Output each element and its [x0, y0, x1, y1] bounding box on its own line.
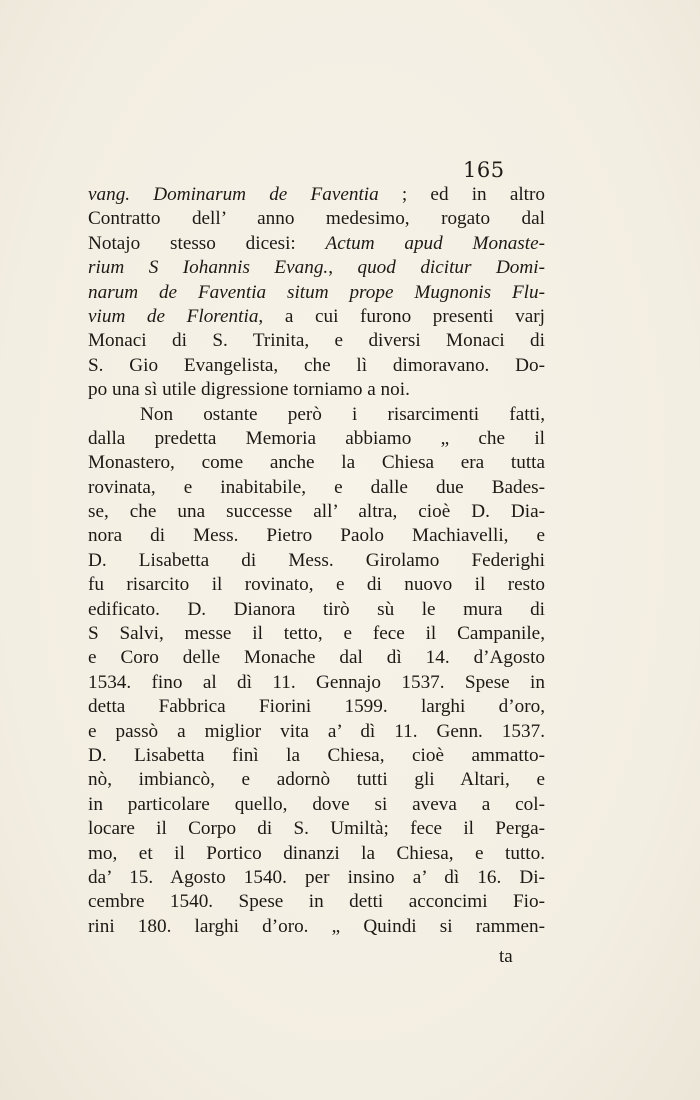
- text-run: Non ostante però i risarcimenti fatti,: [140, 403, 545, 425]
- text-line: [88, 378, 545, 402]
- text-run: dalla predetta Memoria abbiamo „ che il: [88, 427, 545, 449]
- text-line: [88, 476, 545, 500]
- text-run: edificato. D. Dianora tirò sù le mura di: [88, 598, 545, 620]
- text-line: [88, 305, 545, 329]
- text-line: [88, 890, 545, 914]
- catchword: ta: [499, 946, 513, 967]
- text-line: [88, 549, 545, 573]
- text-run: rovinata, e inabitabile, e dalle due Bades-: [88, 476, 545, 498]
- text-line: [88, 281, 545, 305]
- text-line: [88, 646, 545, 670]
- text-line: [88, 793, 545, 817]
- italic-text: Actum apud Monaste-: [325, 232, 545, 254]
- italic-text: narum de Faventia situm prope Mugnonis Flu-: [88, 281, 545, 303]
- text-line: [88, 622, 545, 646]
- body-text: [88, 183, 545, 939]
- text-run: Monaci di S. Trinita, e diversi Monaci di: [88, 330, 545, 352]
- text-line: [88, 598, 545, 622]
- text-run: e Coro delle Monache dal dì 14. d’Agosto: [88, 647, 545, 669]
- text-line: [88, 183, 545, 207]
- text-run: mo, et il Portico dinanzi la Chiesa, e tutto.: [88, 842, 545, 864]
- text-run: S Salvi, messe il tetto, e fece il Campanile,: [88, 623, 545, 645]
- text-run: fu risarcito il rovinato, e di nuovo il resto: [88, 574, 545, 596]
- text-run: rini 180. larghi d’oro. „ Quindi si rammen-: [88, 915, 545, 937]
- text-run: S. Gio Evangelista, che lì dimoravano. Do-: [88, 354, 545, 376]
- text-line: [88, 329, 545, 353]
- italic-text: quod dicitur Domi-: [357, 257, 545, 279]
- text-run: in particolare quello, dove si aveva a col-: [88, 793, 545, 815]
- text-line: [88, 744, 545, 768]
- text-line: [88, 403, 545, 427]
- text-line: [88, 720, 545, 744]
- text-line: [88, 232, 545, 256]
- italic-text: vium de Florentia: [88, 305, 259, 327]
- text-line: [88, 842, 545, 866]
- text-run: Notajo stesso dicesi:: [88, 232, 326, 254]
- text-line: [88, 817, 545, 841]
- text-line: [88, 866, 545, 890]
- text-run: Monastero, come anche la Chiesa era tutta: [88, 452, 545, 474]
- text-run: ,: [328, 257, 358, 279]
- text-line: [88, 671, 545, 695]
- text-line: [88, 427, 545, 451]
- text-line: [88, 354, 545, 378]
- text-run: Contratto dell’ anno medesimo, rogato dal: [88, 208, 545, 230]
- text-run: ; ed in altro: [378, 184, 545, 205]
- text-line: [88, 524, 545, 548]
- text-run: detta Fabbrica Fiorini 1599. larghi d’oro,: [88, 696, 545, 718]
- text-run: nò, imbiancò, e adornò tutti gli Altari, e: [88, 769, 545, 791]
- text-run: nora di Mess. Pietro Paolo Machiavelli, e: [88, 525, 545, 547]
- text-run: , a cui furono presenti varj: [258, 305, 545, 327]
- text-run: locare il Corpo di S. Umiltà; fece il Perga-: [88, 818, 545, 840]
- text-run: cembre 1540. Spese in detti acconcimi Fio-: [88, 891, 545, 913]
- text-run: se, che una successe all’ altra, cioè D. Dia-: [88, 501, 545, 523]
- text-line: [88, 451, 545, 475]
- text-run: D. Lisabetta di Mess. Girolamo Federighi: [88, 549, 545, 571]
- text-line: [88, 768, 545, 792]
- page-number: 165: [463, 158, 505, 182]
- text-line: [88, 915, 545, 939]
- italic-text: vang. Dominarum de Faventia: [88, 184, 379, 205]
- text-line: [88, 256, 545, 280]
- text-run: D. Lisabetta finì la Chiesa, cioè ammatto-: [88, 744, 545, 766]
- text-line: [88, 207, 545, 231]
- text-run: po una sì utile digressione torniamo a noi.: [88, 379, 410, 401]
- text-line: [88, 695, 545, 719]
- text-run: da’ 15. Agosto 1540. per insino a’ dì 16. Di-: [88, 866, 545, 888]
- italic-text: rium S Iohannis Evang.: [88, 257, 329, 279]
- text-line: [88, 500, 545, 524]
- text-line: [88, 573, 545, 597]
- text-run: e passò a miglior vita a’ dì 11. Genn. 1537.: [88, 720, 545, 742]
- text-run: 1534. fino al dì 11. Gennajo 1537. Spese in: [88, 671, 545, 693]
